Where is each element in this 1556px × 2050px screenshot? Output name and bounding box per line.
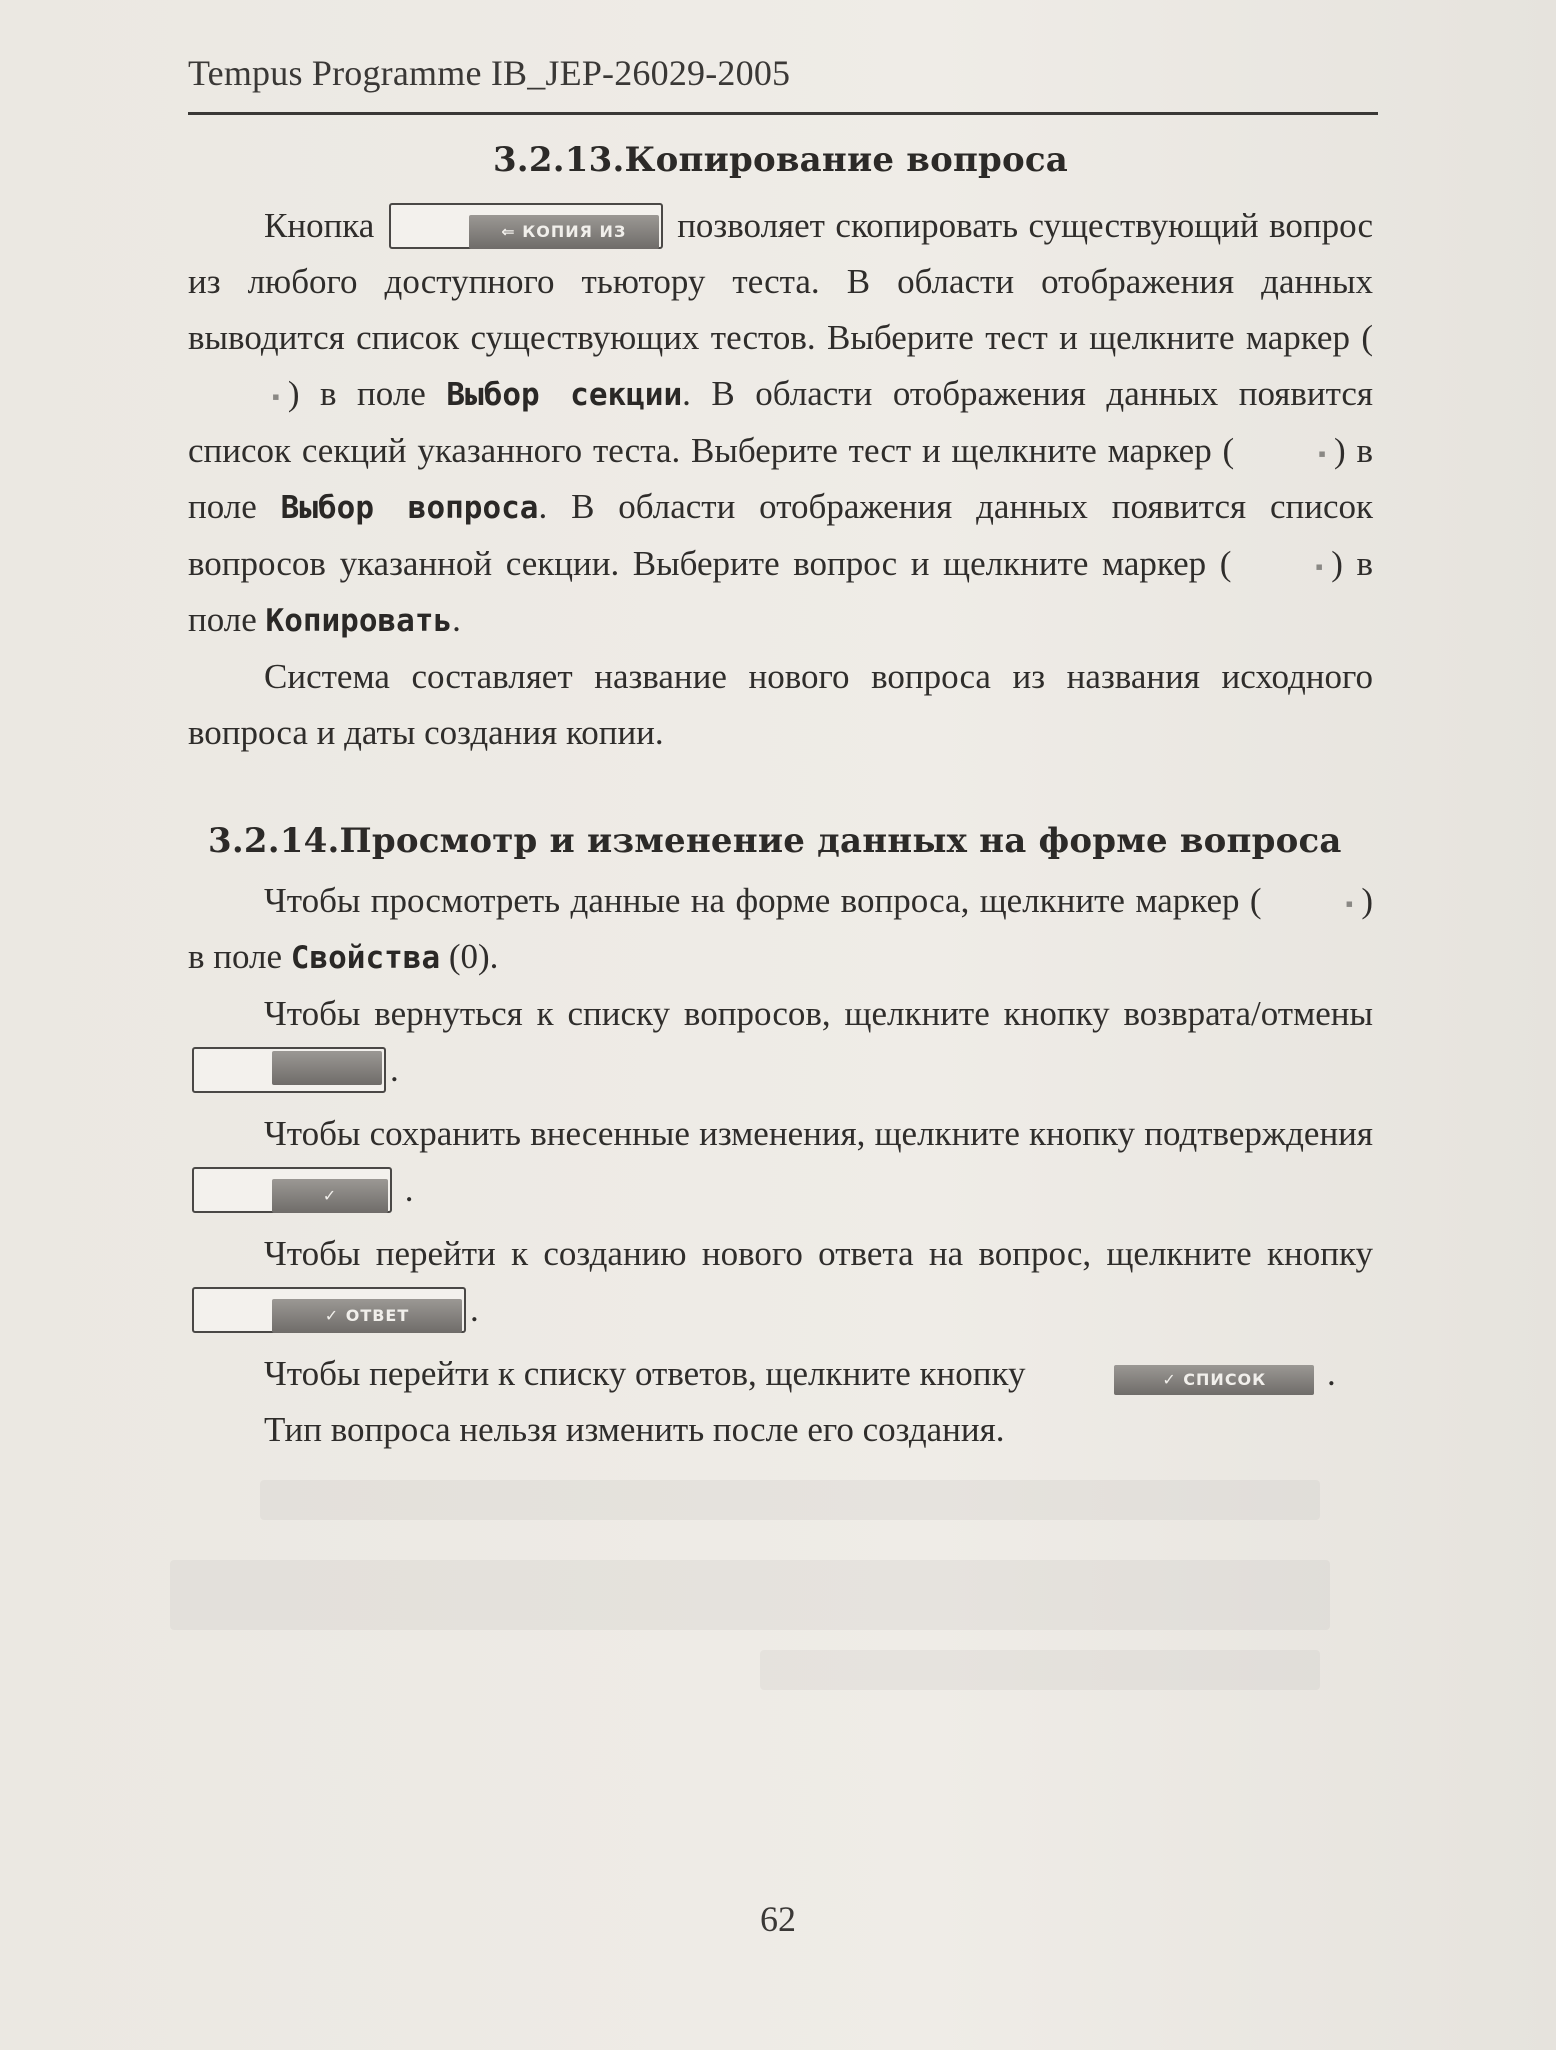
- paragraph-question-type-note: Тип вопроса нельзя изменить после его создания.: [264, 1410, 1005, 1449]
- field-name-properties: Свойства: [290, 940, 441, 976]
- running-head: Tempus Programme IB_JEP-26029-2005: [188, 53, 791, 93]
- paragraph-return-cancel: Чтобы вернуться к списку вопросов, щелкните кнопку возврата/отмены .: [188, 986, 1373, 1098]
- section-heading-3-2-13: 3.2.13.Копирование вопроса: [492, 140, 1069, 180]
- answer-list-button[interactable]: ✓ СПИСОК: [1038, 1355, 1314, 1393]
- marker-icon: ▪: [272, 383, 280, 409]
- paragraph-save-changes: Чтобы сохранить внесенные изменения, щелкните кнопку подтверждения ✓ .: [188, 1106, 1373, 1218]
- field-name-question-select: Выбор вопроса: [280, 490, 539, 526]
- page-content: [188, 128, 1373, 1458]
- paragraph-new-answer: Чтобы перейти к созданию нового ответа на вопрос, щелкните кнопку ✓ ОТВЕТ .: [188, 1226, 1373, 1338]
- paragraph-view-properties: Чтобы просмотреть данные на форме вопроса, щелкните маркер ( ▪ ) в поле Свойства (0).: [188, 881, 1373, 976]
- confirm-button[interactable]: ✓: [192, 1167, 392, 1213]
- cancel-button[interactable]: [192, 1047, 386, 1093]
- paragraph-answer-list: Чтобы перейти к списку ответов, щелкните кнопку ✓ СПИСОК .: [264, 1354, 1336, 1393]
- page-number: 62: [760, 1899, 796, 1939]
- marker-icon: ▪: [1318, 440, 1326, 466]
- paragraph-copy-question: Кнопка ⇐ КОПИЯ ИЗ позволяет скопировать существующий вопрос из любого доступного тьютору теста. В области отображения данных выводится список существующих тестов. Выберите тест и щелкните маркер (▪ ) в поле Выбор секции. В области отображения данных появится список секций указанного теста. Выберите тест и щелкните маркер ( ▪ ) в поле Выбор вопроса. В области отображения данных появится список вопросов указанной секции. Выберите вопрос и щелкните маркер ( ▪ ) в поле Копировать.: [188, 198, 1373, 649]
- marker-icon: ▪: [1315, 553, 1324, 579]
- copy-from-button[interactable]: ⇐ КОПИЯ ИЗ: [389, 203, 663, 249]
- marker-icon: ▪: [1345, 890, 1354, 916]
- new-answer-button[interactable]: ✓ ОТВЕТ: [192, 1287, 466, 1333]
- field-name-copy: Копировать: [265, 603, 453, 639]
- header-rule: [188, 112, 1378, 115]
- paragraph-copy-naming: Система составляет название нового вопроса из названия исходного вопроса и даты создания копии.: [188, 657, 1373, 752]
- section-heading-3-2-14: 3.2.14.Просмотр и изменение данных на форме вопроса: [208, 821, 1342, 861]
- field-name-section-select: Выбор секции: [446, 377, 683, 413]
